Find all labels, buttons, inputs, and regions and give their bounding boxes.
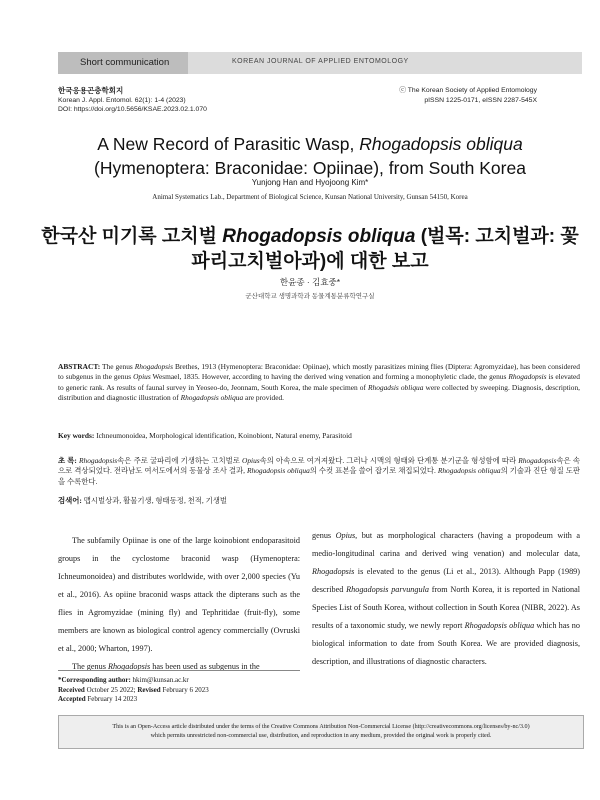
- korean-title: [40, 224, 580, 274]
- abstract-taxon: Rhogadopsis: [508, 372, 547, 382]
- korean-authors: 한윤종 · 김효중*: [279, 277, 341, 287]
- citation: Korean J. Appl. Entomol. 62(1): 1-4 (2023): [58, 96, 186, 104]
- english-affiliation: Animal Systematics Lab., Department of Biological Science, Kunsan National University, Gunsan 54150, Korea: [152, 193, 468, 201]
- abstract-kr-taxon: Rhogadopsis obliqua: [247, 466, 310, 476]
- accepted: [58, 695, 209, 705]
- section-label-box: [58, 52, 188, 74]
- journal-meta: [58, 86, 207, 115]
- license-box: [58, 715, 584, 749]
- abstract-label: ABSTRACT:: [58, 362, 101, 371]
- doi-link[interactable]: DOI: https://doi.org/10.5656/KSAE.2023.02.1.070: [58, 106, 207, 113]
- body-column-right: [312, 527, 580, 671]
- keywords-text: Ichneumonoidea, Morphological identification, Koinobiont, Natural enemy, Parasitoid: [94, 431, 352, 440]
- copyright-line: ⓒ The Korean Society of Applied Entomology: [399, 87, 537, 94]
- keywords-kr-text: 맵시벌상과, 활물기생, 형태동정, 천적, 기생벌: [81, 496, 228, 505]
- accepted-label: Accepted: [58, 695, 86, 703]
- corresponding-author: [58, 676, 209, 686]
- revised-date: February 6 2023: [160, 685, 209, 694]
- body-taxon: Rhogadopsis parvungula: [346, 585, 429, 594]
- abstract-kr-label: 초 록:: [58, 456, 77, 465]
- abstract-text: are provided.: [243, 393, 285, 403]
- section-label: Short communication: [80, 57, 170, 68]
- received-date: October 25 2022;: [84, 685, 138, 694]
- english-title: [40, 132, 580, 180]
- body-text: from North Korea, it is reported in National Species List of South Korea, without collection in South Korea (NIBR, 2022). As results of a taxonomic study, we newly report: [312, 585, 580, 630]
- english-authors: Yunjong Han and Hyojoong Kim*: [251, 178, 369, 187]
- received-revised: [58, 686, 209, 696]
- abstract-text: Brethes, 1913 (Hymenoptera: Braconidae: Opiinae), which mostly parasitizes mining flies (Diptera: Agromyzidae), has been considered to subgenus in the genus: [58, 362, 580, 382]
- body-taxon: Rhogadopsis: [312, 567, 355, 576]
- abstract-kr-taxon: Rhogadopsis: [78, 456, 118, 465]
- body-text: , but as morphological characters (having a propodeum with a medio-longitudinal carina and derived wing venation) and molecular data,: [312, 531, 580, 558]
- journal-band-title: KOREAN JOURNAL OF APPLIED ENTOMOLOGY: [232, 58, 409, 65]
- body-text: The genus: [72, 662, 108, 671]
- body-paragraph: [58, 658, 300, 676]
- english-title-species: Rhogadopsis obliqua: [359, 134, 523, 154]
- abstract-taxon: Rhogadopsis obliqua: [180, 393, 244, 403]
- korean-title-part2: (벌목: 고치벌과: 꽃파리고치벌아과)에 대한 보고: [191, 226, 579, 272]
- body-taxon: Rhogadopsis obliqua: [464, 621, 535, 630]
- body-text: genus: [312, 531, 336, 540]
- body-text: which has no biological information to date from South Korea. We are provided diagnosis, description, and illustrations of diagnostic characters.: [312, 621, 580, 666]
- abstract-kr-taxon: Rhogadopsis obliqua: [437, 466, 501, 476]
- keywords-en: [58, 431, 580, 441]
- issn-line: pISSN 1225-0171, eISSN 2287-545X: [424, 96, 537, 104]
- abstract-kr-text: 속은 속으로 격상되었다. 전라남도 여서도에서의 동물상 조사 결과,: [58, 456, 580, 476]
- body-column-left: [58, 532, 300, 676]
- abstract-taxon: Rhogadsis obliqua: [368, 382, 424, 392]
- korean-title-part1: 한국산 미기록 고치벌: [41, 226, 223, 247]
- abstract-kr: [58, 456, 580, 487]
- abstract-taxon: Rhogadopsis: [134, 362, 173, 371]
- abstract-en: [58, 362, 580, 404]
- journal-name-kr: 한국응용곤충학회지: [58, 86, 124, 95]
- body-text: has been used as subgenus in the: [150, 662, 260, 671]
- license-line-2: which permits unrestricted non-commercial use, distribution, and reproduction in any medium, provided the original work is properly cited.: [150, 733, 492, 739]
- keywords-label: Key words:: [58, 431, 95, 440]
- abstract-kr-taxon: Opius: [241, 456, 260, 465]
- abstract-kr-taxon: Rhogadopsis: [518, 456, 557, 465]
- footnote: [58, 676, 209, 705]
- abstract-kr-text: 의 수컷 표본을 쓸어 잡기로 채집되었다.: [309, 466, 438, 476]
- corresponding-email[interactable]: hkim@kunsan.ac.kr: [130, 676, 189, 684]
- abstract-kr-text: 속의 아속으로 여겨져왔다. 그러나 시맥의 형태와 단계통 분기군을 형성함에 따라: [259, 456, 519, 465]
- body-paragraph: The subfamily Opiinae is one of the large koinobiont endoparasitoid groups in the cyclostome braconid wasp (Hymenoptera: Ichneumonoidea) and distributes worldwide, with over 2,000 species (Yu et al., 2016). As opiine braconid wasps attack the dipterans such as the flies in Agromyzidae (mining fly) and Tephritidae (fruit-fly), some members are known as biological control agency commercially (Ovruski et al., 2000; Wharton, 1997).: [58, 536, 300, 653]
- korean-title-species: Rhogadopsis obliqua: [222, 226, 416, 247]
- license-line-1: This is an Open-Access article distributed under the terms of the Creative Commons Attribution Non-Commercial License (http://creativecommons.org/licenses/by-nc/3.0): [112, 724, 530, 730]
- abstract-text: were collected by sweeping. Diagnosis, description, distribution and diagnostic illustration of: [58, 382, 581, 403]
- body-taxon: Opius: [335, 531, 356, 540]
- keywords-kr-label: 검색어:: [58, 496, 82, 505]
- corresponding-label: *Corresponding author:: [58, 676, 131, 684]
- body-paragraph: [312, 527, 580, 671]
- keywords-kr: [58, 496, 580, 506]
- received-label: Received: [58, 685, 85, 694]
- abstract-text: is elevated to generic rank. As results of faunal survey in Yeoseo-do, Jeonnam, South Korea, the male specimen of: [58, 372, 580, 392]
- abstract-kr-text: 의 기술과 진단 형질 도판을 수록한다.: [58, 466, 580, 486]
- accepted-date: February 14 2023: [85, 695, 138, 703]
- revised-label: Revised: [137, 685, 161, 694]
- abstract-kr-text: 속은 주로 굴파리에 기생하는 고치벌로: [117, 456, 242, 465]
- english-title-part1: A New Record of Parasitic Wasp,: [97, 134, 360, 154]
- abstract-text: The genus: [100, 362, 135, 371]
- footnote-divider: [58, 670, 300, 671]
- abstract-text: Wesmael, 1835. However, according to having the derived wing venation and forming a monophyletic clade, the genus: [150, 372, 509, 382]
- body-text: is elevated to the genus (Li et al., 2013). Although Papp (1989) described: [312, 567, 580, 594]
- english-title-part2: (Hymenoptera: Braconidae: Opiinae), from South Korea: [94, 158, 526, 178]
- korean-affiliation: 군산대학교 생명과학과 동물계통분류학연구실: [245, 293, 375, 300]
- abstract-taxon: Opius: [133, 372, 151, 382]
- society-meta: [399, 86, 537, 105]
- body-taxon: Rhogadopsis: [107, 662, 151, 671]
